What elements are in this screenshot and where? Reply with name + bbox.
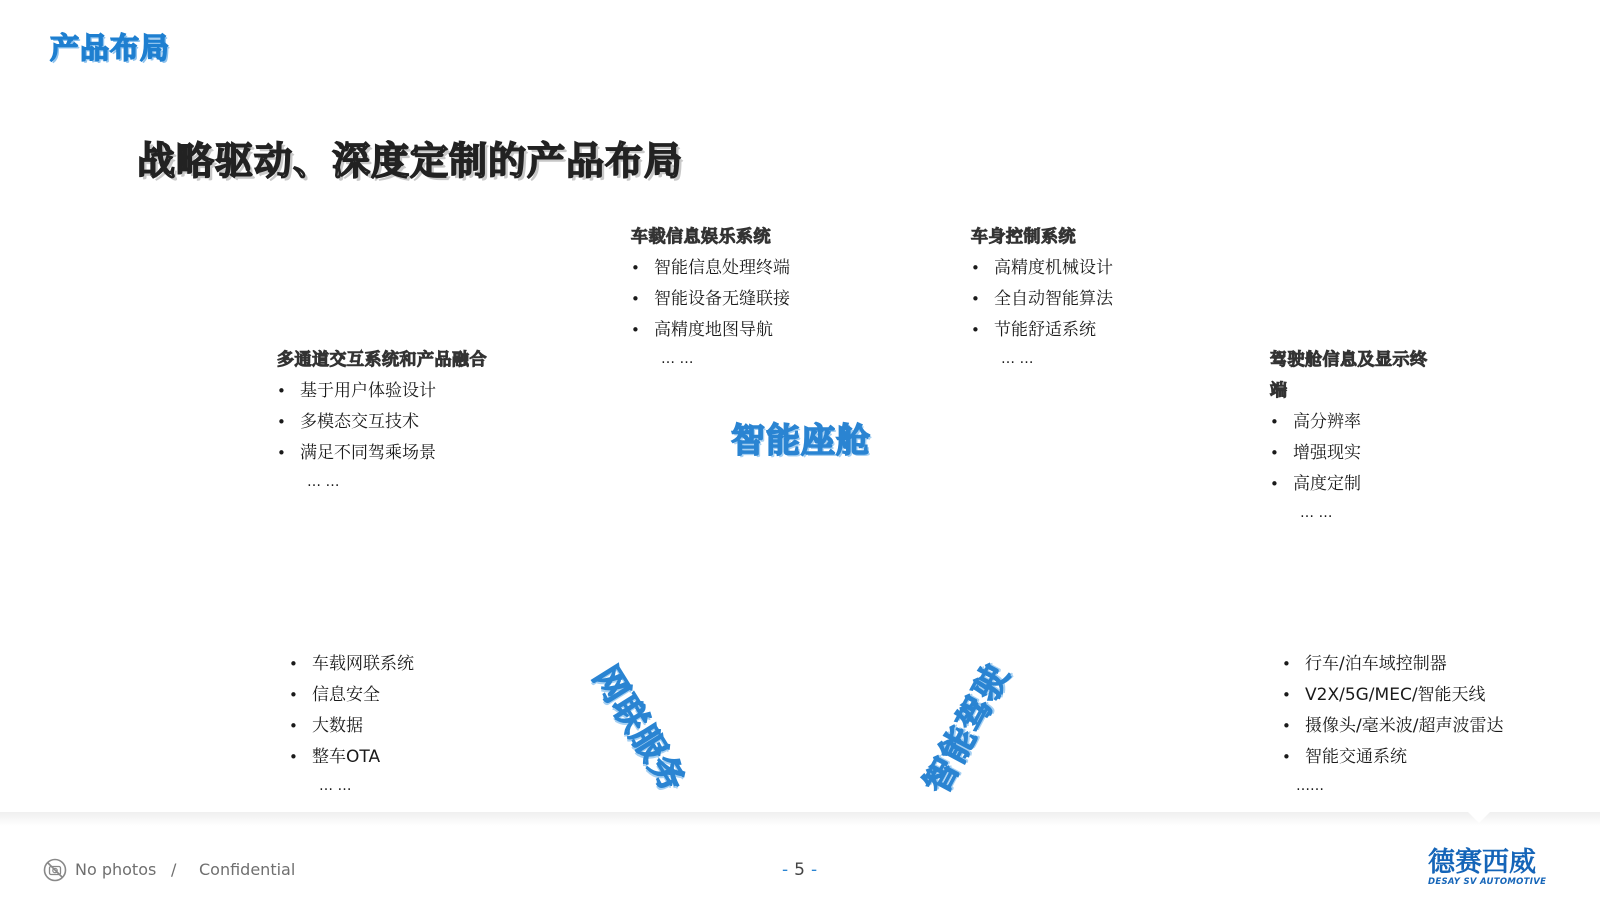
list-item: • 摄像头/毫米波/超声波雷达 xyxy=(1282,711,1503,742)
list-item: • 节能舒适系统 xyxy=(971,315,1113,346)
group-heading: 多通道交互系统和产品融合 xyxy=(277,350,487,370)
group-driving xyxy=(1282,649,1503,799)
bullet-list xyxy=(277,376,487,469)
list-item: • 基于用户体验设计 xyxy=(277,376,487,407)
bullet-list xyxy=(289,649,414,773)
ellipsis-text: … … xyxy=(1001,351,1034,367)
ellipsis-text: … … xyxy=(661,351,694,367)
page-number-value: 5 xyxy=(794,860,805,880)
list-item: • 智能交通系统 xyxy=(1282,742,1503,773)
confidential-text: Confidential xyxy=(199,860,296,879)
list-item: • 大数据 xyxy=(289,711,414,742)
list-item: • V2X/5G/MEC/智能天线 xyxy=(1282,680,1503,711)
bullet-list xyxy=(631,253,790,346)
logo-chinese: 德赛西威 xyxy=(1428,847,1536,878)
group-multichannel xyxy=(277,345,487,495)
group-body-control xyxy=(971,222,1113,372)
label-smart-cockpit: 智能座舱 xyxy=(731,421,871,461)
list-item: • 满足不同驾乘场景 xyxy=(277,438,487,469)
bullet-list xyxy=(971,253,1113,346)
label-smart-driving: 智能驾驶 xyxy=(916,657,1018,801)
ellipsis-text: … … xyxy=(1300,505,1333,521)
footer-band xyxy=(0,812,1600,900)
list-item: • 高分辨率 xyxy=(1270,407,1428,438)
no-photos-text: No photos xyxy=(75,860,157,879)
list-item: • 整车OTA xyxy=(289,742,414,773)
ellipsis-text: …… xyxy=(1296,778,1324,794)
list-item: • 信息安全 xyxy=(289,680,414,711)
company-logo xyxy=(1428,848,1553,887)
page-title: 战略驱动、深度定制的产品布局 xyxy=(137,139,684,183)
page-dash-right: - xyxy=(810,860,818,880)
group-cockpit-display xyxy=(1270,345,1428,526)
list-item: • 高精度地图导航 xyxy=(631,315,790,346)
page-number xyxy=(776,860,823,880)
list-item: • 行车/泊车域控制器 xyxy=(1282,649,1503,680)
list-item: • 高精度机械设计 xyxy=(971,253,1113,284)
group-infotainment xyxy=(631,222,790,372)
ellipsis-text: … … xyxy=(319,778,352,794)
logo-english: DESAY SV AUTOMOTIVE xyxy=(1428,877,1547,887)
list-item: • 多模态交互技术 xyxy=(277,407,487,438)
label-connected-services: 网联服务 xyxy=(584,659,694,800)
ellipsis-text: … … xyxy=(307,474,340,490)
list-item: • 高度定制 xyxy=(1270,469,1428,500)
list-item: • 智能信息处理终端 xyxy=(631,253,790,284)
list-item: • 全自动智能算法 xyxy=(971,284,1113,315)
list-item: • 车载网联系统 xyxy=(289,649,414,680)
list-item: • 增强现实 xyxy=(1270,438,1428,469)
no-photos-icon xyxy=(43,858,67,882)
footer-separator: / xyxy=(171,860,177,879)
group-connected xyxy=(289,649,414,799)
group-heading: 驾驶舱信息及显示终 xyxy=(1270,350,1428,370)
list-item: • 智能设备无缝联接 xyxy=(631,284,790,315)
group-heading: 车载信息娱乐系统 xyxy=(631,227,771,247)
page-dash-left: - xyxy=(782,860,789,880)
footer-notch xyxy=(1468,812,1490,823)
group-heading-continued: 端 xyxy=(1270,381,1288,401)
bullet-list xyxy=(1282,649,1503,773)
section-title: 产品布局 xyxy=(50,31,171,65)
group-heading: 车身控制系统 xyxy=(971,227,1076,247)
bullet-list xyxy=(1270,407,1428,500)
